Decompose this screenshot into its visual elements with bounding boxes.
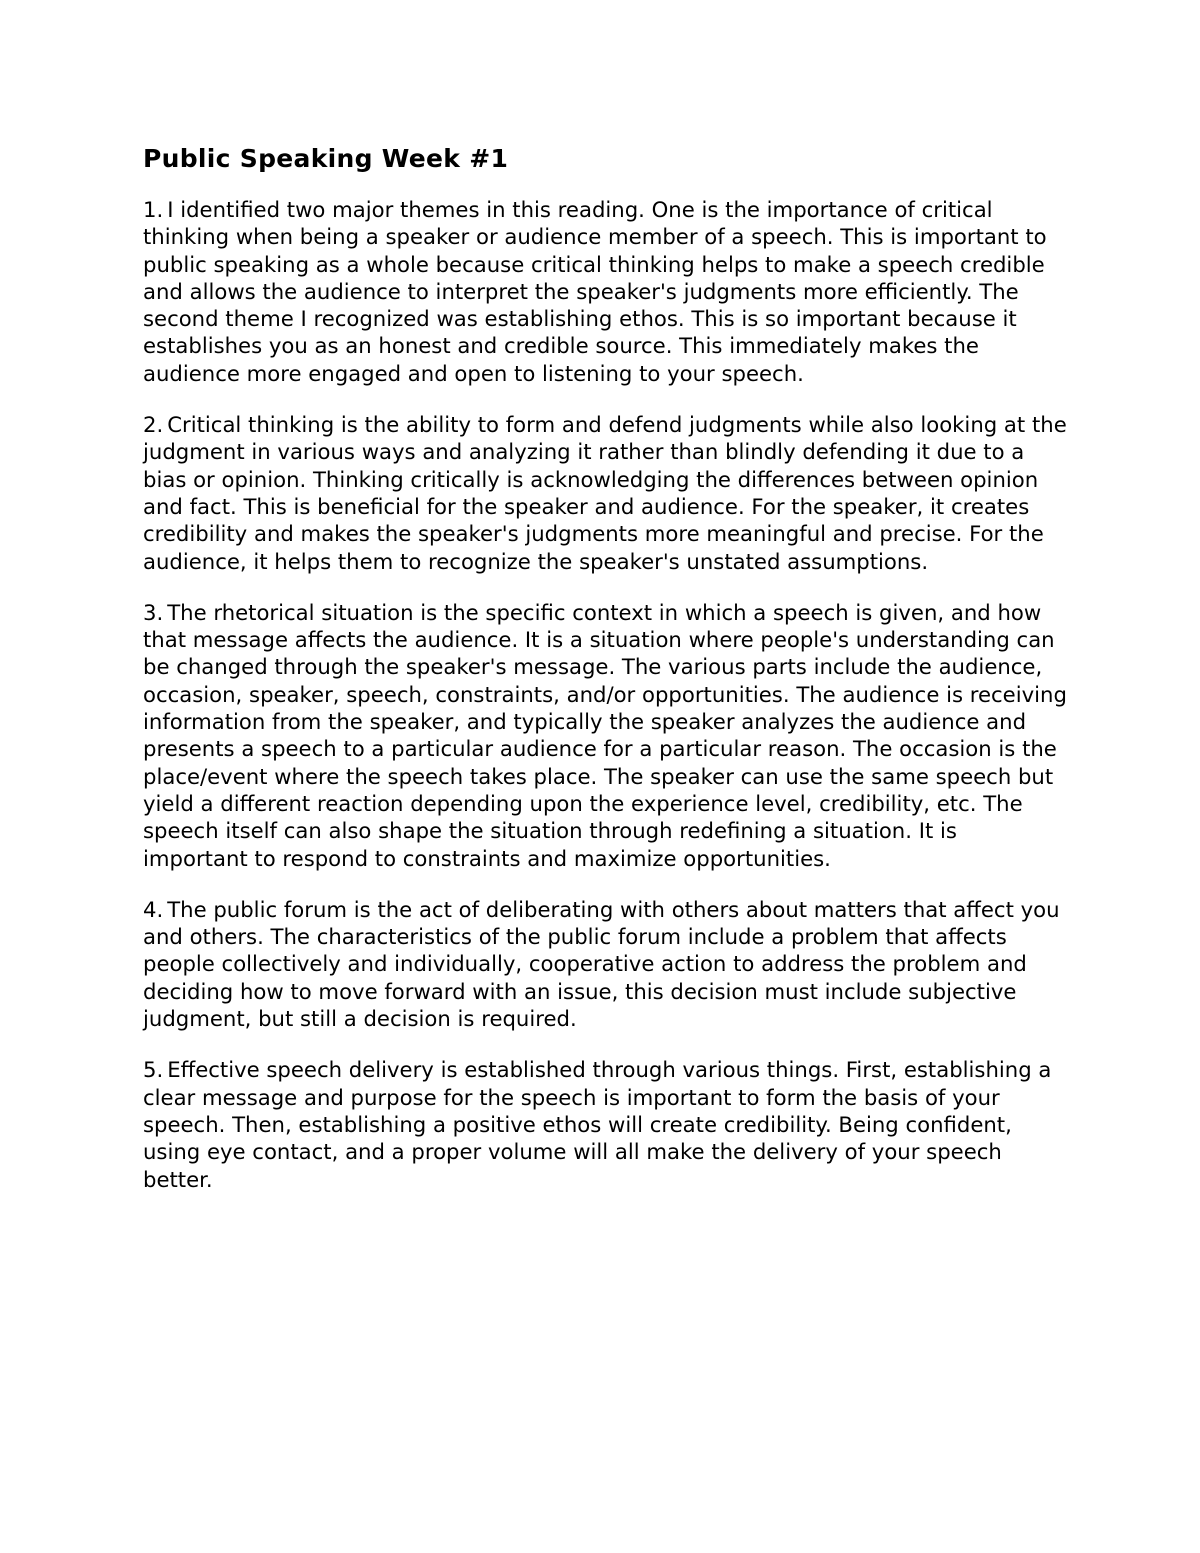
document-title: Public Speaking Week #1 [143,144,509,173]
paragraph-text: The public forum is the act of deliberating with others about matters that affect you and others. The characteristics of the public forum include a problem that affects people collectively and individually, cooperative action to address the problem and deciding how to move forward with an issue, this decision must include subjective judgment, but still a decision is required. [143,896,1060,1032]
paragraph-number: 3. [143,599,164,625]
paragraph-number: 4. [143,896,164,922]
paragraph-text: Critical thinking is the ability to form and defend judgments while also looking at the judgment in various ways and analyzing it rather than blindly defending it due to a bias or opinion. Thinking critically is acknowledging the differences between opinion and fact. This is beneficial for the speaker and audience. For the speaker, it creates credibility and makes the speaker's judgments more meaningful and precise. For the audience, it helps them to recognize the speaker's unstated assumptions. [143,412,1067,574]
paragraph-text: I identified two major themes in this reading. One is the importance of critical thinking when being a speaker or audience member of a speech. This is important to public speaking as a whole because critical thinking helps to make a speech credible and allows the audience to interpret the speaker's judgments more efficiently. The second theme I recognized was establishing ethos. This is so important because it establishes you as an honest and credible source. This immediately makes the audience more engaged and open to listening to your speech. [143,197,1047,386]
paragraph-text: The rhetorical situation is the specific context in which a speech is given, and how that message affects the audience. It is a situation where people's understanding can be changed through the speaker's message. The various parts include the audience, occasion, speaker, speech, constraints, and/or opportunities. The audience is receiving information from the speaker, and typically the speaker analyzes the audience and presents a speech to a particular audience for a particular reason. The occasion is the place/event where the speech takes place. The speaker can use the same speech but yield a different reaction depending upon the experience level, credibility, etc. The speech itself can also shape the situation through redefining a situation. It is important to respond to constraints and maximize opportunities. [143,599,1067,871]
answer-paragraph-1 [143,196,1068,387]
answer-paragraph-5 [143,1056,1068,1192]
paragraph-number: 2. [143,412,164,438]
answer-paragraph-2 [143,411,1068,575]
paragraph-number: 5. [143,1057,164,1083]
paragraph-text: Effective speech delivery is established through various things. First, establishing a clear message and purpose for the speech is important to form the basis of your speech. Then, establishing a positive ethos will create credibility. Being confident, using eye contact, and a proper volume will all make the delivery of your speech better. [143,1057,1052,1192]
answer-paragraph-4 [143,896,1068,1032]
answer-paragraph-3 [143,599,1068,872]
paragraph-number: 1. [143,197,164,222]
document-body [143,142,1068,1217]
